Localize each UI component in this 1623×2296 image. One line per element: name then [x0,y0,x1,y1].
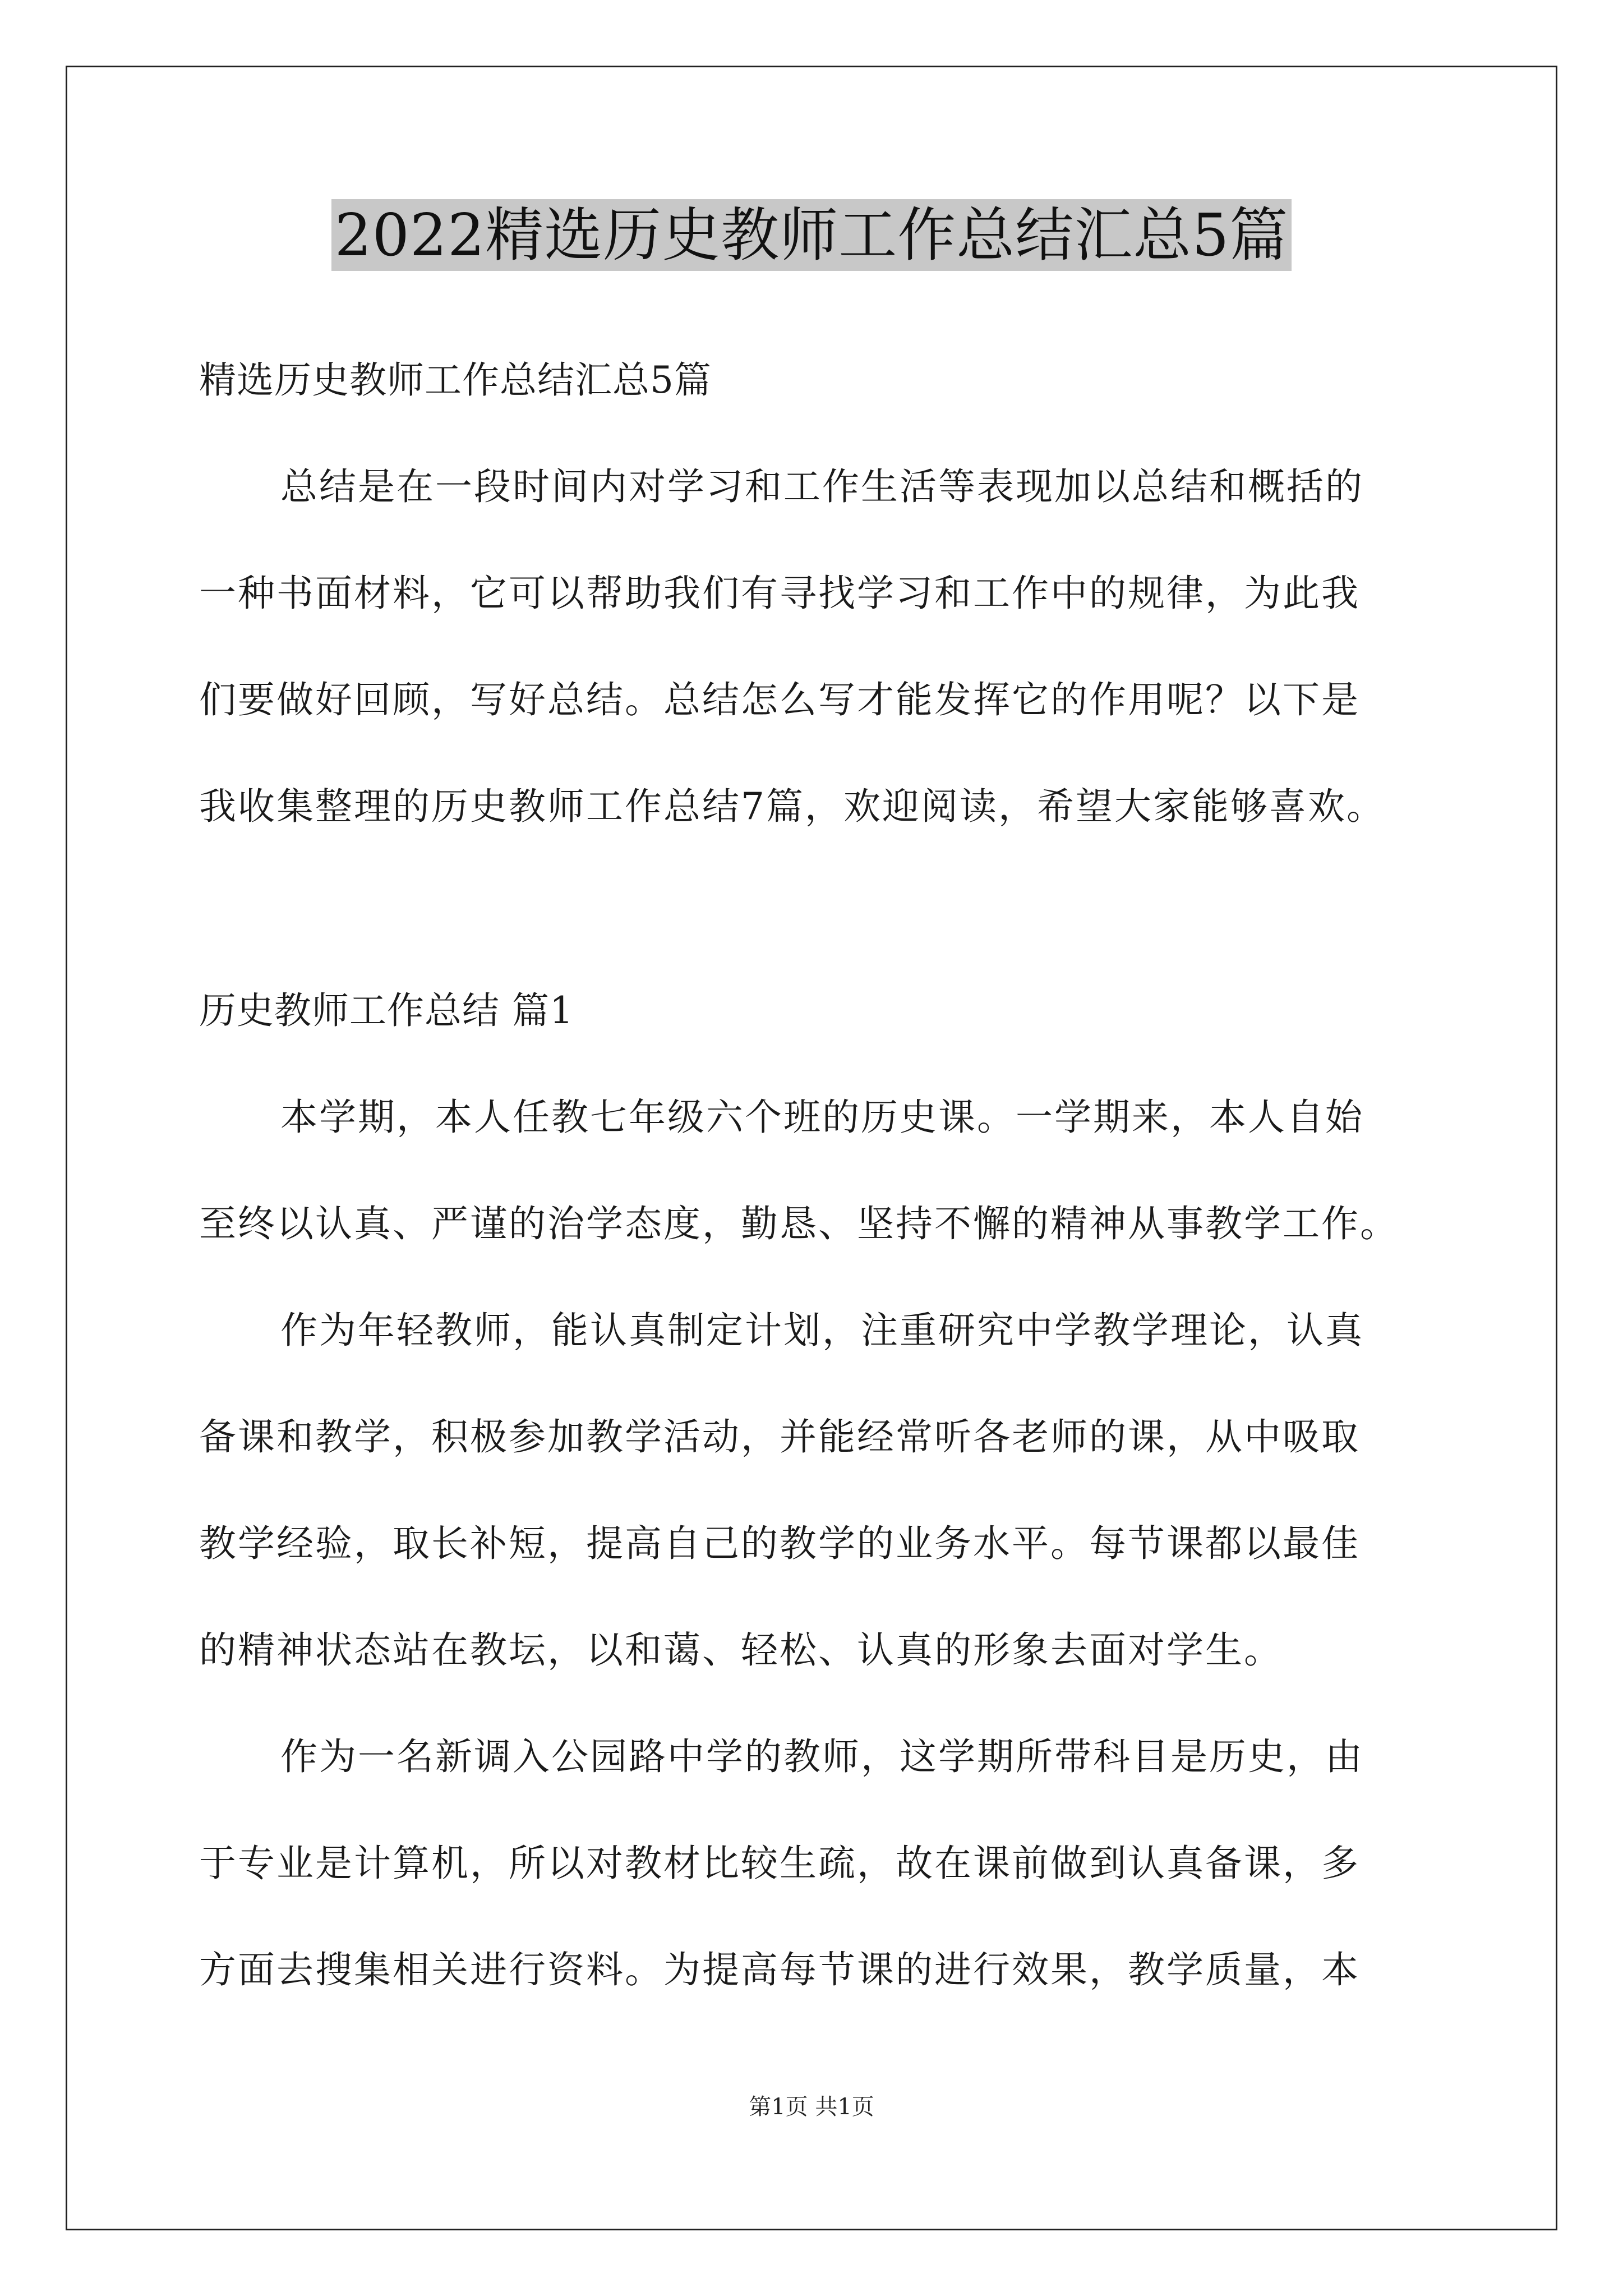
document-subtitle: 精选历史教师工作总结汇总5篇 [199,358,712,402]
paragraph-line: 方面去搜集相关进行资料。为提高每节课的进行效果，教学质量，本 [199,1948,1360,1991]
paragraph-line: 备课和教学，积极参加教学活动，并能经常听各老师的课，从中吸取 [199,1415,1360,1458]
paragraph-line: 一种书面材料，它可以帮助我们有寻找学习和工作中的规律，为此我 [199,572,1360,615]
page-footer: 第1页 共1页 [749,2094,874,2120]
paragraph-line: 至终以认真、严谨的治学态度，勤恳、坚持不懈的精神从事教学工作。 [199,1202,1399,1245]
paragraph-line: 们要做好回顾，写好总结。总结怎么写才能发挥它的作用呢？以下是 [199,678,1360,721]
document-title: 2022精选历史教师工作总结汇总5篇 [331,199,1292,271]
paragraph-line: 作为年轻教师，能认真制定计划，注重研究中学教学理论，认真 [280,1309,1364,1352]
paragraph-line: 本学期，本人任教七年级六个班的历史课。一学期来，本人自始 [280,1096,1364,1139]
paragraph-line: 总结是在一段时间内对学习和工作生活等表现加以总结和概括的 [280,465,1364,508]
paragraph-line: 我收集整理的历史教师工作总结7篇，欢迎阅读，希望大家能够喜欢。 [199,785,1385,828]
paragraph-line: 教学经验，取长补短，提高自己的教学的业务水平。每节课都以最佳 [199,1522,1360,1565]
title-container [0,199,1623,271]
paragraph-line: 于专业是计算机，所以对教材比较生疏，故在课前做到认真备课，多 [199,1842,1360,1885]
paragraph-line: 的精神状态站在教坛，以和蔼、轻松、认真的形象去面对学生。 [199,1628,1283,1672]
section-heading: 历史教师工作总结 篇1 [199,989,574,1032]
paragraph-line: 作为一名新调入公园路中学的教师，这学期所带科目是历史，由 [280,1735,1364,1778]
